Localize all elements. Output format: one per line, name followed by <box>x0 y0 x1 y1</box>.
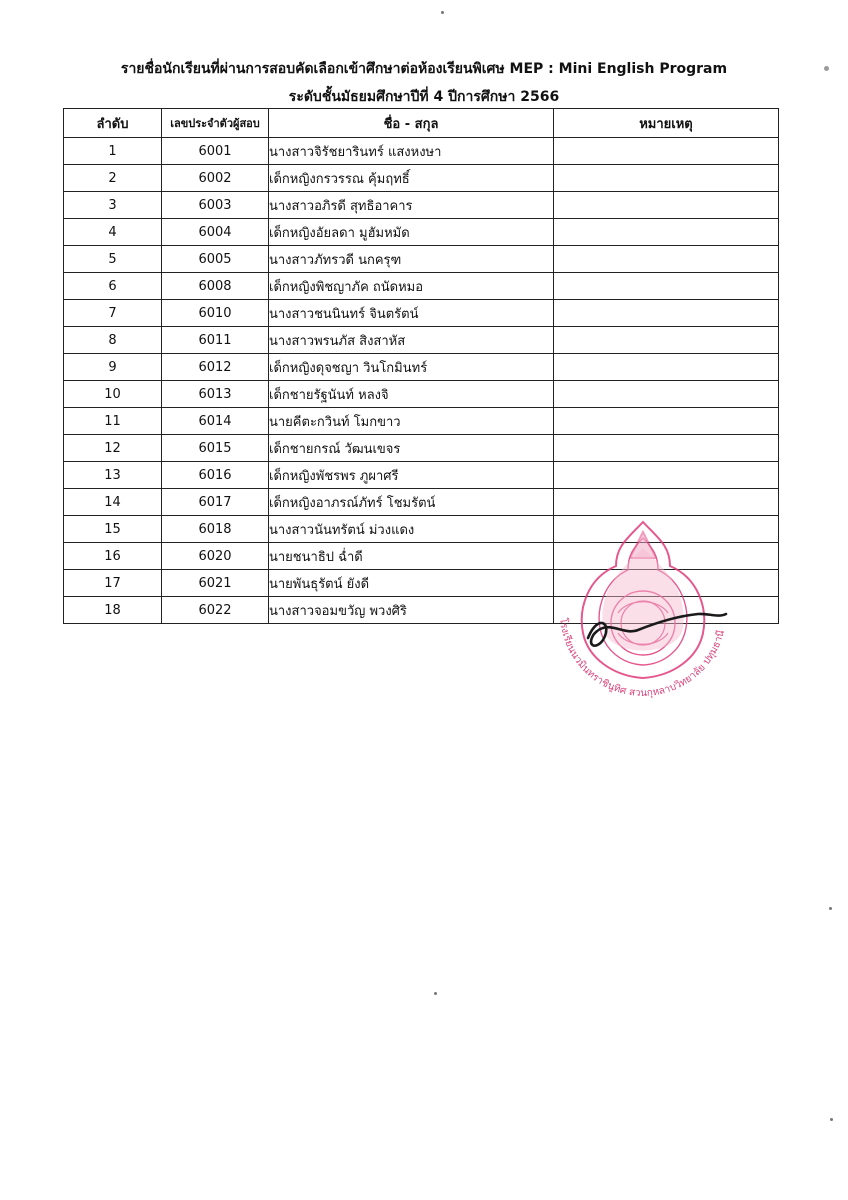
column-header-exam-id: เลขประจำตัวผู้สอบ <box>162 109 269 138</box>
scan-speck <box>441 11 444 14</box>
row-number: 17 <box>64 570 162 597</box>
row-number: 14 <box>64 489 162 516</box>
scan-speck <box>830 1118 833 1121</box>
table-row <box>64 354 779 381</box>
exam-id-cell: 6020 <box>162 543 269 570</box>
exam-id-cell: 6021 <box>162 570 269 597</box>
row-number: 6 <box>64 273 162 300</box>
exam-id-cell: 6010 <box>162 300 269 327</box>
student-name-cell: เด็กหญิงอาภรณ์ภัทร์ โชมรัตน์ <box>269 489 554 516</box>
row-number: 10 <box>64 381 162 408</box>
note-cell <box>554 354 779 381</box>
table-row <box>64 489 779 516</box>
exam-id-cell: 6018 <box>162 516 269 543</box>
scan-speck <box>824 66 829 71</box>
student-name-cell: เด็กหญิงพัชรพร ภูผาศรี <box>269 462 554 489</box>
row-number: 9 <box>64 354 162 381</box>
row-number: 18 <box>64 597 162 624</box>
table-row <box>64 219 779 246</box>
note-cell <box>554 165 779 192</box>
note-cell <box>554 435 779 462</box>
document-subtitle: ระดับชั้นมัธยมศึกษาปีที่ 4 ปีการศึกษา 2566 <box>288 89 560 105</box>
exam-id-cell: 6012 <box>162 354 269 381</box>
student-name-cell: เด็กหญิงดุจชญา วินโกมินทร์ <box>269 354 554 381</box>
student-name-cell: เด็กชายรัฐนันท์ หลงจิ <box>269 381 554 408</box>
row-number: 15 <box>64 516 162 543</box>
exam-id-cell: 6014 <box>162 408 269 435</box>
table-row <box>64 165 779 192</box>
table-row <box>64 408 779 435</box>
scan-speck <box>434 992 437 995</box>
student-name-cell: นางสาวจอมขวัญ พวงศิริ <box>269 597 554 624</box>
exam-id-cell: 6013 <box>162 381 269 408</box>
table-row <box>64 246 779 273</box>
table-row <box>64 381 779 408</box>
note-cell <box>554 300 779 327</box>
note-cell <box>554 138 779 165</box>
row-number: 12 <box>64 435 162 462</box>
exam-id-cell: 6017 <box>162 489 269 516</box>
table-row <box>64 327 779 354</box>
row-number: 5 <box>64 246 162 273</box>
column-header-note: หมายเหตุ <box>554 109 779 138</box>
table-row <box>64 462 779 489</box>
exam-id-cell: 6005 <box>162 246 269 273</box>
student-name-cell: นางสาวอภิรดี สุทธิอาคาร <box>269 192 554 219</box>
row-number: 7 <box>64 300 162 327</box>
row-number: 11 <box>64 408 162 435</box>
seal-text: โรงเรียนนวมินทราชินูทิศ สวนกุหลาบวิทยาลัย ปทุมธานี <box>557 617 727 699</box>
student-name-cell: นายชนาธิป ฉ่ำดี <box>269 543 554 570</box>
table-header-row <box>64 109 779 138</box>
note-cell <box>554 273 779 300</box>
student-name-cell: นางสาวภัทรวดี นกครุฑ <box>269 246 554 273</box>
student-name-cell: นางสาวชนนินทร์ จินตรัตน์ <box>269 300 554 327</box>
student-name-cell: นางสาวจิรัชยารินทร์ แสงหงษา <box>269 138 554 165</box>
row-number: 4 <box>64 219 162 246</box>
note-cell <box>554 408 779 435</box>
note-cell <box>554 489 779 516</box>
student-name-cell: นายพันธุรัตน์ ยังดี <box>269 570 554 597</box>
document-title: รายชื่อนักเรียนที่ผ่านการสอบคัดเลือกเข้าศึกษาต่อห้องเรียนพิเศษ MEP : Mini English Program <box>120 61 728 77</box>
student-name-cell: นายคีตะกวินท์ โมกขาว <box>269 408 554 435</box>
note-cell <box>554 327 779 354</box>
exam-id-cell: 6003 <box>162 192 269 219</box>
column-header-name: ชื่อ - สกุล <box>269 109 554 138</box>
exam-id-cell: 6002 <box>162 165 269 192</box>
exam-id-cell: 6015 <box>162 435 269 462</box>
student-name-cell: เด็กชายกรณ์ วัฒนเขจร <box>269 435 554 462</box>
row-number: 16 <box>64 543 162 570</box>
table-row <box>64 435 779 462</box>
student-name-cell: เด็กหญิงอัยลดา มูฮัมหมัด <box>269 219 554 246</box>
school-seal-stamp <box>548 518 738 708</box>
note-cell <box>554 462 779 489</box>
exam-id-cell: 6004 <box>162 219 269 246</box>
note-cell <box>554 381 779 408</box>
row-number: 2 <box>64 165 162 192</box>
table-row <box>64 273 779 300</box>
note-cell <box>554 246 779 273</box>
row-number: 8 <box>64 327 162 354</box>
exam-id-cell: 6022 <box>162 597 269 624</box>
exam-id-cell: 6008 <box>162 273 269 300</box>
exam-id-cell: 6011 <box>162 327 269 354</box>
column-header-no: ลำดับ <box>64 109 162 138</box>
table-row <box>64 138 779 165</box>
note-cell <box>554 219 779 246</box>
row-number: 13 <box>64 462 162 489</box>
row-number: 3 <box>64 192 162 219</box>
student-name-cell: เด็กหญิงพิชญาภัค ถนัดหมอ <box>269 273 554 300</box>
exam-id-cell: 6001 <box>162 138 269 165</box>
row-number: 1 <box>64 138 162 165</box>
table-row <box>64 300 779 327</box>
student-name-cell: นางสาวพรนภัส สิงสาหัส <box>269 327 554 354</box>
student-name-cell: นางสาวนันทรัตน์ ม่วงแดง <box>269 516 554 543</box>
exam-id-cell: 6016 <box>162 462 269 489</box>
scan-speck <box>829 907 832 910</box>
note-cell <box>554 192 779 219</box>
student-name-cell: เด็กหญิงกรวรรณ คุ้มฤทธิ์ <box>269 165 554 192</box>
table-row <box>64 192 779 219</box>
